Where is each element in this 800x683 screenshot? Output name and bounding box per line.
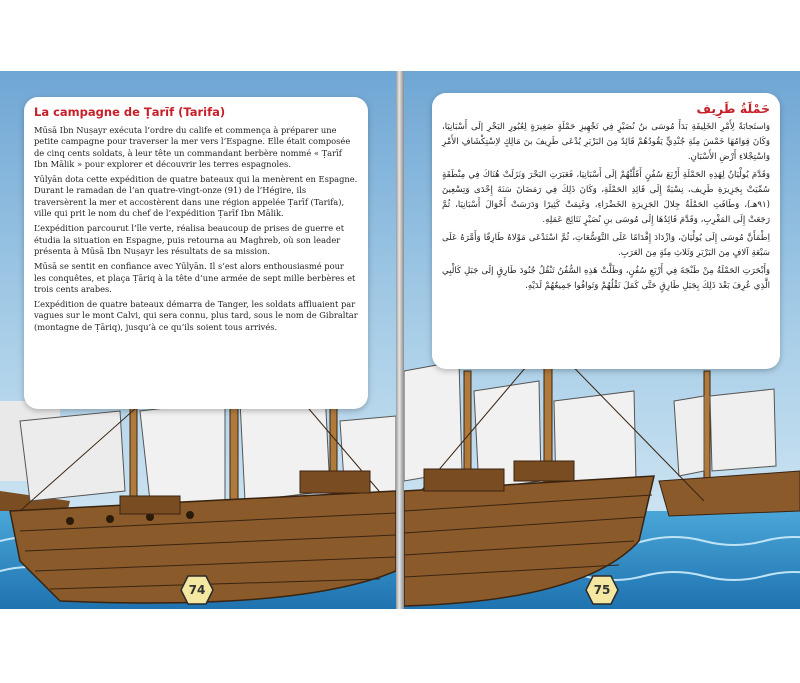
right-page (404, 71, 800, 609)
paragraph: Yūlyān dota cette expédition de quatre bateaux qui la menèrent en Espagne. Durant le ramadan de l’an quatre-vingt-onze (91) de l’Hégire, ils traversèrent la mer et accostèrent dans une région appelée Ṭarīf (Tarifa), ville qui prit le nom du chef de l’expédition Ṭarīf Ibn Mālik. (34, 174, 358, 219)
arabic-text-panel (432, 93, 780, 369)
book-gutter (396, 71, 404, 609)
page-number: 75 (593, 583, 611, 597)
paragraph: Mūsā se sentit en confiance avec Yūlyān. Il s’est alors enthousiasmé pour les conquêtes, et plaça Ṭāriq à la tête d’une armée de sept mille berbères et trois cents arabes. (34, 261, 356, 294)
section-title: حَمْلَةُ طَرِيف (696, 101, 770, 116)
paragraph: وَقَدَّمَ يُولْيَانُ لِهَذِهِ الحَمْلَةِ أَرْبَعَ سُفُنٍ أَقَلَّتْهُمْ إلَى أَسْبَانِيَا، فَعَبَرَتِ البَحْرَ وَنَزَلَتْ هُنَاكَ فِي مِنْطَقَةٍ سُمِّيَتْ بِجَزِيرَةِ طَرِيف، نِسْبَةً إِلَى قَائِدِ الحَمْلَةِ، وَكَانَ ذَلِكَ فِي رَمَضَانَ سَنَةَ إِحْدَى وَتِسْعِينَ (٩١هـ)، وَطَافَتِ الحَمْلَةُ جِلالَ الجَزِيرَةِ الخَضْرَاءِ، وَغَنِمَتْ كَثِيرًا وَدَرَسَتْ أَحْوَالَ أَسْبَانِيَا، ثُمَّ رَجَعَتْ إِلَى المَغْرِبِ، وَقَدَّمَ قَائِدُهَا إِلَى مُوسَى بنِ نُصَيْرٍ نَتَائِجَ عَمَلِهِ. (442, 170, 770, 225)
paragraph: Mūsā Ibn Nuṣayr exécuta l’ordre du calife et commença à préparer une petite campagne pour traverser la mer vers l’Espagne. Elle était composée de cinq cents soldats, à leur tête un commandant berbère nommé « Ṭarīf Ibn Mālik » pour explorer et découvrir les terres espagnoles. (34, 125, 351, 169)
page-number-badge (585, 575, 619, 605)
page-number: 74 (188, 583, 206, 597)
paragraph: L’expédition parcourut l’île verte, réalisa beaucoup de prises de guerre et étudia la situation en Espagne, puis retourna au Maghreb, où son leader présenta à Mūsā Ibn Nuṣayr les résultats de sa mission. (34, 223, 345, 256)
section-title: La campagne de Ṭarīf (Tarifa) (34, 105, 226, 119)
book-spread (0, 71, 800, 609)
paragraph: L’expédition de quatre bateaux démarra de Tanger, les soldats affluaient par vagues sur le mont Calvi, qui sera connu, plus tard, sous le nom de Gibraltar (montagne de Ṭāriq), jusqu’à ce qu’ils soient tous arrivés. (34, 299, 358, 332)
paragraph: اِطْمَأَنَّ مُوسَى إِلَى يُولْيَانَ، وَازْدَادَ إِقْدَامًا عَلَى التَّوَسُّعَاتِ، ثُمَّ اسْتَدْعَى مَوْلاهُ طَارِقًا وَأَمَّرَهُ عَلَى سَبْعَةِ آلافٍ مِنَ البَرْبَرِ وَثَلاثِ مِئَةٍ مِنَ العَرَبِ. (442, 233, 770, 258)
paragraph: وَأَبْحَرَتِ الحَمْلَةُ مِنْ طَنْجَةَ فِي أَرْبَعِ سُفُنٍ، وَظَلَّتْ هَذِهِ السُّفُنُ تَنْقُلُ جُنُودَ طَارِقٍ إلَى جَبَلِ كَالْبِي الَّذِي عُرِفَ بَعْدَ ذَلِكَ بِجَبَلِ طَارِقٍ حَتَّى كَمَلَ نَقْلُهُمْ وَتَوافُوا جَمِيعُهُمْ لَدَيْهِ. (442, 266, 770, 291)
french-text-panel (24, 97, 368, 409)
left-page (0, 71, 396, 609)
page-number-badge (180, 575, 214, 605)
paragraph: وَاستَجابَةً لِأَمْرِ الخَلِيفَةِ بَدَأَ مُوسَى بنُ نُصَيْرٍ فِي تَجْهِيزِ حَمْلَةٍ صَغِيرَةٍ لِعُبُورِ البَحْرِ إلَى أَسْبَانِيَا، وَكَانَ قِوَامُهَا خَمْسَ مِئَةِ جُنْدِيٍّ يَقُودُهُمْ قَائِدٌ مِنَ البَرْبَرِ يُدْعَى طَرِيفَ بنَ مَالِكٍ لاِسْتِكْشَافِ الأَمْرِ وَاسْتِجْلاءِ أَرْضِ الأَسْبَانِ. (442, 122, 770, 162)
